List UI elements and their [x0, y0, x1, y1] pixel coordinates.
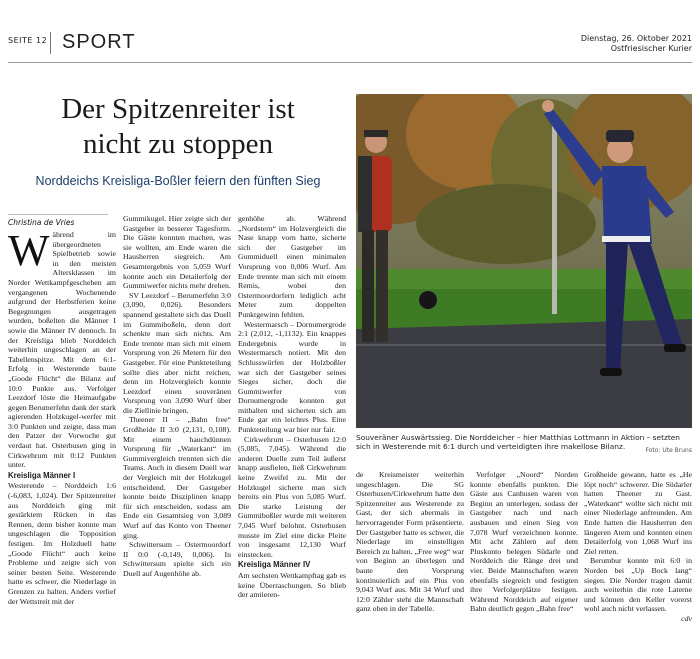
text-column-1	[8, 230, 116, 654]
paragraph: Verfolger „Noord“ Norden konnte ebenfalls punkten. Die Gäste aus Canhusen waren von Beginn an unterlegen, sodass der Gastgeber nach und nach ausbauen und einen Sieg von 7,078 Wurf verzeichnen konnte. Mit acht Zählern auf dem Pluskonto belegen Südarle und Norddeich die Ränge drei und vier. Beide Mannschaften waren ebenfalls siegreich und festigten ihre Verfolgerplätze festigen. Während Norddeich auf eigener Bahn deutlich gegen „Bahn free“	[470, 470, 578, 614]
paragraph: Am sechsten Wettkampftag gab es keine Überraschungen. So blieb der amtieren-	[238, 570, 346, 600]
paragraph: SV Leezdorf – Berumerfehn 3:0 (3,090, 0,026). Besonders spannend gestaltete sich das Duell im Gummiboßeln, denn dort schenkte man sich nichts. Am Ende trennte man sich mit einem Vorsprung von 26 Metern für den Gastgeber. Für eine Punkteteilung sollte dies aber nicht reichen, denn im Holzvergleich konnte Leezdorf einen souveränen Vorsprung von 3,090 Wurf über die Ziellinie bringen.	[123, 290, 231, 415]
article-headline	[8, 92, 348, 162]
author-signature: cdv	[681, 613, 692, 623]
paragraph: Westermarsch – Dornumergrode 2:1 (2,012, -1,1132). Ein knappes Endergebnis wurde in Westermarsch notiert. Mit den Schlusswürfen der Holzboßler war sich der Gastgeber seines Sieges sicher, doch die Gummiwerfer von Dornumergrode konnten gut mithalten und sicherten sich am Ende gar ein leichtes Plus. Eine Punkteteilung war hier nur fair.	[238, 319, 346, 435]
issue-date: Dienstag, 26. Oktober 2021	[580, 34, 692, 43]
league-subheading: Kreisliga Männer I	[8, 470, 76, 480]
photo-caption: Souveräner Auswärtssieg. Die Norddeicher – hier Matthias Lottmann in Aktion – setzten sich in Westerende mit 6:1 durch und verteidigten ihre makellose Bilanz.	[356, 433, 680, 451]
text-column-4	[356, 470, 464, 654]
headline-line-2: nicht zu stoppen	[82, 128, 274, 160]
header-divider	[50, 32, 51, 54]
publication-name: Ostfriesischer Kurier	[610, 44, 692, 53]
article-author: Christina de Vries	[8, 214, 108, 227]
paragraph	[8, 230, 116, 470]
text-column-5	[470, 470, 578, 654]
drop-cap: W	[8, 230, 50, 275]
page-number: SEITE 12	[8, 36, 48, 45]
league-subheading: Kreisliga Männer IV	[238, 560, 311, 570]
section-title: SPORT	[62, 31, 136, 53]
paragraph: genhöhe ab. Während „Nordstern“ im Holzvergleich die Nase knapp vorn hatte, sicherte sich der Gastgeber im Gummiduell einen minimalen Vorsprung von 0,006 Wurf. Am Ende trennte man sich mit einem Remis, wobei den Ostermoordorfern lediglich acht Meter zum doppelten Punktgewinn fehlten.	[238, 214, 346, 319]
headline-line-1: Der Spitzenreiter ist	[61, 93, 295, 125]
paragraph: de Kreismeister weiterhin ungeschlagen. Die SG Osterhusen/Cirkwehrum hatte den Spitzenreiter aus Westerende zu Gast, der sich abermals in hervorragender Form präsentierte. Der Gastgeber hatte es schwer, die Niederlage im einstelligen Bereich zu halten. „Free weg“ war von Beginn an überlegen und baute den Vorsprung kontinuierlich auf ein Plus von 9,043 Wurf aus. Mit 34 Wurf und 12:0 Zähler steht die Mannschaft ganz oben in der Tabelle.	[356, 470, 464, 614]
page-header	[8, 30, 692, 63]
paragraph: Theener II – „Bahn free“ Großheide II 3:0 (2,131, 0,108). Mit einem hauchdünnen Vorsprung für „Waterkant“ im Gummivergleich trennten sich die Teams. Auch in diesem Duell war der Vergleich mit der Holzkugel entscheidend. Der Gastgeber konnte beide Disziplinen knapp für sich entscheiden, sodass am Ende ein Gesamtsieg von 3,089 Wurf auf das Konto von Theener ging.	[123, 415, 231, 540]
text-column-3	[238, 214, 346, 654]
lead-text: ährend im übergeordneten Spielbetrieb sowie in den meisten Altersklassen im Norder Wettkampfgeschehen am vergangenen Wochenende aufgrund der Herbstferien keine Begegnungen ausgetragen wurden, boßelten die Männer I sowie die Männer IV dennoch. In der Kreisliga blieb Norddeich weiterhin ungeschlagen an der Tabellenspitze. Mit dem 6:1-Erfolg in Westerende baute „Goode Flücht“ die Bilanz auf 10:0 Punkte aus. Verfolger Leezdorf löste die Heimaufgabe gegen Berumerfehn dank der stark agierenden Holzkugel-werfer mit 3:0 Punkten und zeigte, dass man den Patzer der Vorwoche gut verdaut hat. Osterhusen ging in Cirkwehrum mit 0:12 Punkten unter.	[8, 230, 116, 470]
article-subheadline: Norddeichs Kreisliga-Boßler feiern den fünften Sieg	[35, 174, 321, 188]
paragraph: Großheide gewann, hatte es „He löpt noch“ schwerer. Die Südarler hatten Theener zu Gast. „Waterkant“ wollte sich nicht mit einer Niederlage anfreunden. Am Ende hatten die Hausherren den längeren Atem und konnten einen Detailerfolg von 1,068 Wurf ins Ziel retten.	[584, 470, 692, 556]
photo-illustration	[356, 94, 692, 428]
paragraph: Schwittersum – Ostermoordorf II 0:0 (-0,149, 0,006). In Schwittersum spielte sich ein Duell auf Augenhöhe ab.	[123, 540, 231, 578]
article-photo	[356, 94, 692, 428]
text-column-6	[584, 470, 692, 654]
paragraph: Berumbur konnte mit 6:0 in Norden bei „Up Bock lang“ siegen. Die Norder tragen damit auch weiterhin die rote Laterne und können den Keller vorerst wohl auch nicht verlassen.	[584, 556, 692, 614]
text-column-2	[123, 214, 231, 654]
paragraph: Westerende – Norddeich 1:6 (-6,083, 1,024). Der Spitzenreiter aus Norddeich ging mit gestärktem Rücken in das Rennen, denn bisher konnte man ungeschlagen die Topposition festigen. Im Holzduell hatte „Goode Flücht“ auch keine Probleme und zeigte sich von seiner besten Seite. Westerende hatte es schwer, die Niederlage in Grenzen zu halten. Anders verlief der Wettstreit mit der	[8, 481, 116, 606]
paragraph: Cirkwehrum – Osterhusen 12:0 (5,085, 7,045). Während die anderen Duelle zum Teil äußerst knapp ausfielen, ließ Cirkwehrum keine Zweifel zu. Mit der Holzkugel sicherte man sich bereits ein Plus von 5,085 Wurf. Die starke Leistung der Gummiboßler wurde mit weiteren 7,045 Wurf belohnt. Osterhusen musste im Ziel eine dicke Pleite von insgesamt 12,130 Wurf einstecken.	[238, 434, 346, 559]
header-meta	[581, 34, 692, 54]
photo-credit: Foto: Ute Bruns	[645, 447, 692, 454]
paragraph: Gummikugel. Hier zeigte sich der Gastgeber in besserer Tagesform. Die Gäste konnten machen, was sie wollten, am Ende waren die Hausherren siegreich. Am Gesamtergebnis von 5,059 Wurf konnte auch ein Detailerfolg der Gummiwerfer nichts mehr drehen.	[123, 214, 231, 291]
